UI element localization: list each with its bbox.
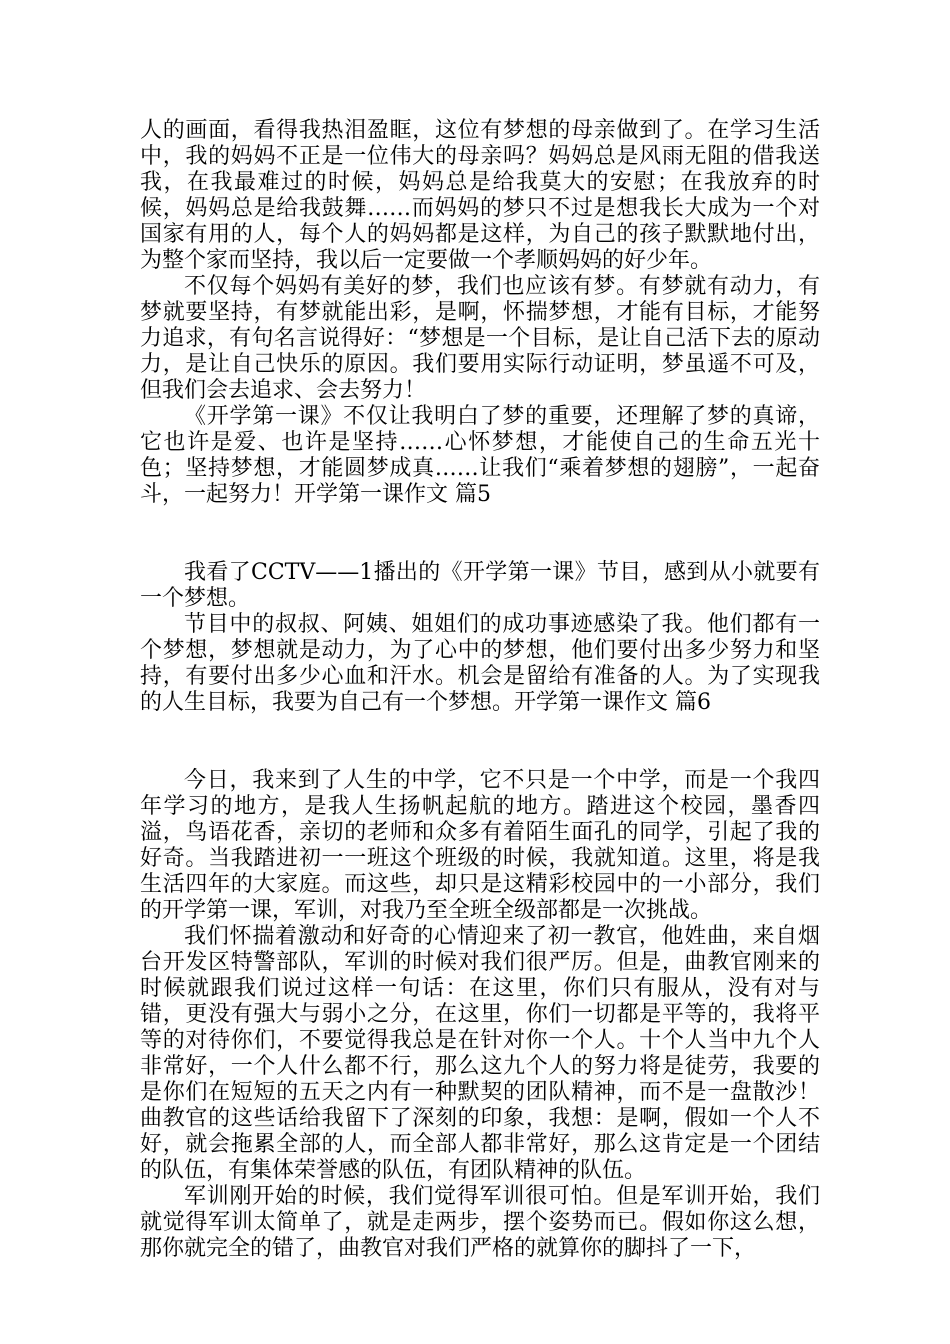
document-body xyxy=(140,118,820,1262)
paragraph-4: 我看了CCTV——1播出的《开学第一课》节目，感到从小就要有一个梦想。 xyxy=(140,560,820,611)
paragraph-7: 我们怀揣着激动和好奇的心情迎来了初一教官，他姓曲，来自烟台开发区特警部队，军训的时候对我们很严厉。但是，曲教官刚来的时候就跟我们说过这样一句话：在这里，你们只有服从，没有对与错，更没有强大与弱小之分，在这里，你们一切都是平等的，我将平等的对待你们，不要觉得我总是在针对你一个人。十个人当中九个人非常好，一个人什么都不行，那么这九个人的努力将是徒劳，我要的是你们在短短的五天之内有一种默契的团队精神，而不是一盘散沙！曲教官的这些话给我留下了深刻的印象，我想：是啊，假如一个人不好，就会拖累全部的人，而全部人都非常好，那么这肯定是一个团结的队伍，有集体荣誉感的队伍，有团队精神的队伍。 xyxy=(140,924,820,1183)
paragraph-6: 今日，我来到了人生的中学，它不只是一个中学，而是一个我四年学习的地方，是我人生扬帆起航的地方。踏进这个校园，墨香四溢，鸟语花香，亲切的老师和众多有着陌生面孔的同学，引起了我的好奇。当我踏进初一一班这个班级的时候，我就知道。这里，将是我生活四年的大家庭。而这些，却只是这精彩校园中的一小部分，我们的开学第一课，军训，对我乃至全班全级部都是一次挑战。 xyxy=(140,768,820,923)
paragraph-2: 不仅每个妈妈有美好的梦，我们也应该有梦。有梦就有动力，有梦就要坚持，有梦就能出彩，是啊，怀揣梦想，才能有目标，才能努力追求，有句名言说得好：“梦想是一个目标，是让自己活下去的原动力，是让自己快乐的原因。我们要用实际行动证明，梦虽遥不可及，但我们会去追求、会去努力！ xyxy=(140,274,820,403)
paragraph-3: 《开学第一课》不仅让我明白了梦的重要，还理解了梦的真谛，它也许是爱、也许是坚持……心怀梦想，才能使自己的生命五光十色；坚持梦想，才能圆梦成真……让我们“乘着梦想的翅膀”，一起奋斗，一起努力！开学第一课作文 篇5 xyxy=(140,404,820,507)
section-gap xyxy=(140,508,820,560)
section-gap xyxy=(140,716,820,768)
paragraph-8: 军训刚开始的时候，我们觉得军训很可怕。但是军训开始，我们就觉得军训太简单了，就是走两步，摆个姿势而已。假如你这么想，那你就完全的错了，曲教官对我们严格的就算你的脚抖了一下， xyxy=(140,1184,820,1261)
paragraph-1: 人的画面，看得我热泪盈眶，这位有梦想的母亲做到了。在学习生活中，我的妈妈不正是一位伟大的母亲吗？妈妈总是风雨无阻的借我送我，在我最难过的时候，妈妈总是给我莫大的安慰；在我放弃的时候，妈妈总是给我鼓舞……而妈妈的梦只不过是想我长大成为一个对国家有用的人，每个人的妈妈都是这样，为自己的孩子默默地付出，为整个家而坚持，我以后一定要做一个孝顺妈妈的好少年。 xyxy=(140,118,820,273)
paragraph-5: 节目中的叔叔、阿姨、姐姐们的成功事迹感染了我。他们都有一个梦想，梦想就是动力，为了心中的梦想，他们要付出多少努力和坚持，有要付出多少心血和汗水。机会是留给有准备的人。为了实现我的人生目标，我要为自己有一个梦想。开学第一课作文 篇6 xyxy=(140,612,820,715)
